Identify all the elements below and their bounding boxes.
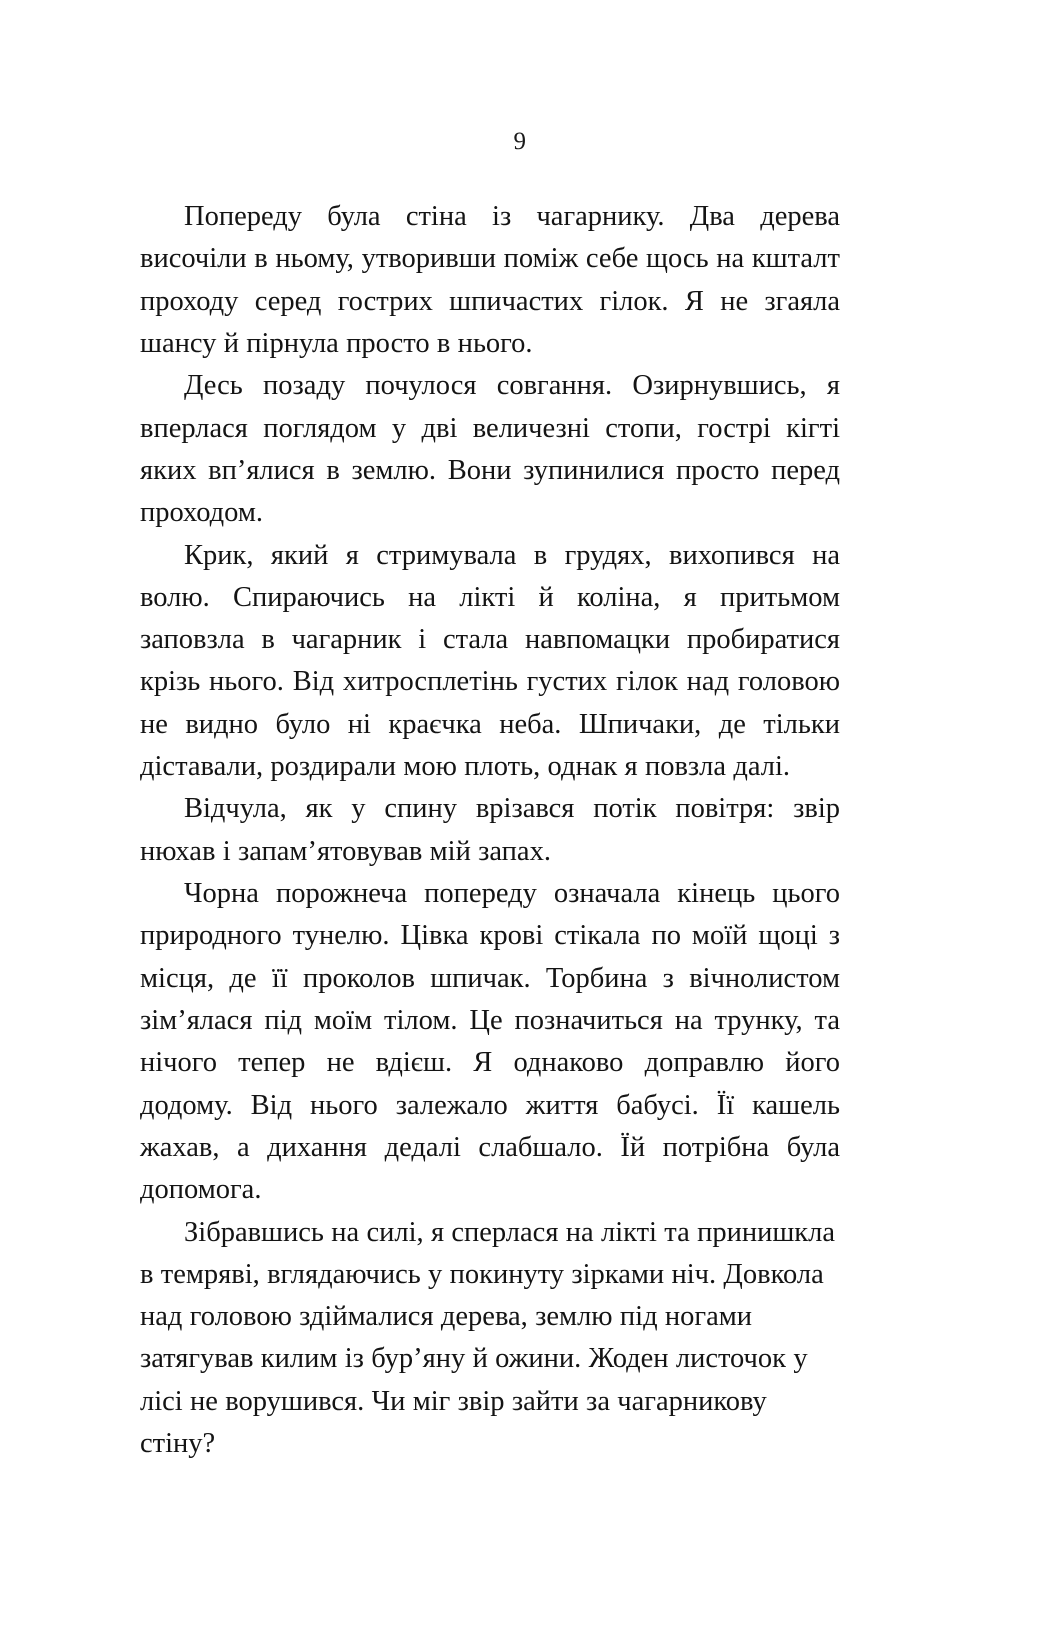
paragraph: Чорна порожнеча попереду означала кінець цього природного тунелю. Цівка крові стікала по моїй щоці з місця, де її проколов шпичак. Торбина з вічнолистом зім’ялася під моїм тілом. Це позначиться на трунку, та нічого тепер не вдієш. Я однаково доправлю його додому. Від нього залежало життя бабусі. Її кашель жахав, а дихання дедалі слабшало. Їй потрібна була допомога. [140,878,840,1206]
paragraph: Зібравшись на силі, я сперлася на лікті та принишкла в темряві, вглядаючись у покинуту зірками ніч. Довкола над головою здіймалися дерева, землю під ногами затягував килим із бур’яну й ожини. Жоден листочок у лісі не ворушився. Чи міг звір зайти за чагарникову стіну? [140,1216,835,1460]
body-text [140,196,840,1465]
paragraph: Крик, який я стримувала в грудях, вихопився на волю. Спираючись на лікті й коліна, я притьмом заповзла в чагарник і стала навпомацки пробиратися крізь нього. Від хитросплетінь густих гілок над головою не видно було ні краєчка неба. Шпичаки, де тільки діставали, роздирали мою плоть, однак я повзла далі. [140,539,840,783]
page-number: 9 [513,128,527,155]
paragraph: Десь позаду почулося совгання. Озирнувшись, я вперлася поглядом у дві величезні стопи, гострі кігті яких вп’ялися в землю. Вони зупинилися просто перед проходом. [140,370,840,529]
paragraph: Попереду була стіна із чагарнику. Два дерева височіли в ньому, утворивши поміж себе щось на кшталт проходу серед гострих шпичастих гілок. Я не згаяла шансу й пірнула просто в нього. [140,201,840,359]
paragraph: Відчула, як у спину врізався потік повітря: звір нюхав і запам’ятовував мій запах. [140,793,840,867]
